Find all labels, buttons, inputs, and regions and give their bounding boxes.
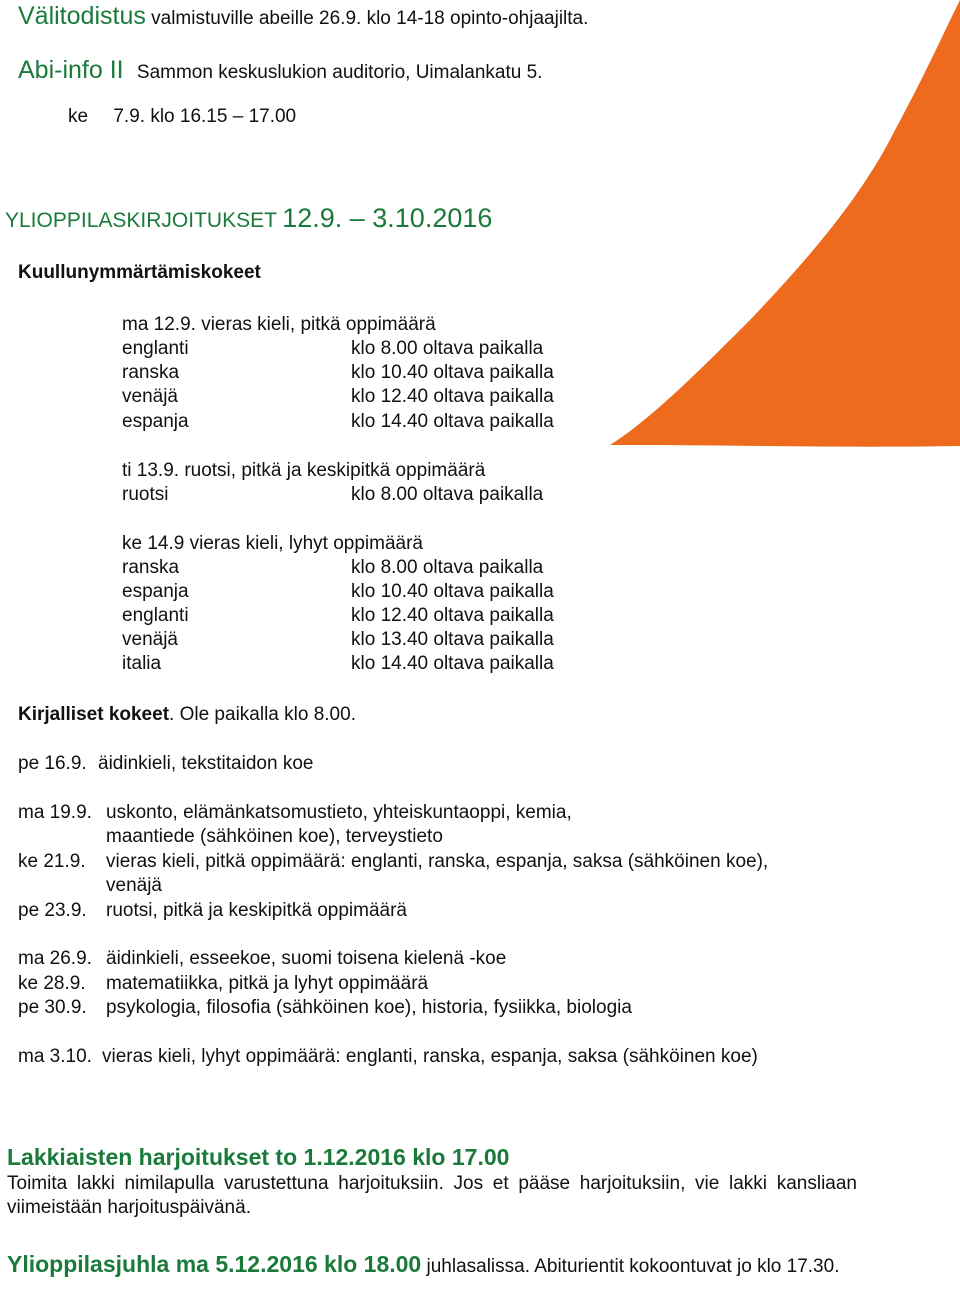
written-heading-line — [18, 704, 356, 726]
rehearsal-heading: Lakkiaisten harjoitukset to 1.12.2016 klo 17.00 — [7, 1144, 510, 1170]
exam-day: ke 28.9. — [18, 973, 86, 994]
exam-text: äidinkieli, esseekoe, suomi toisena kielenä -koe — [106, 948, 507, 969]
time: klo 8.00 oltava paikalla — [351, 484, 544, 505]
time: klo 14.40 oltava paikalla — [351, 411, 554, 432]
time: klo 14.40 oltava paikalla — [351, 653, 554, 674]
exam-text: vieras kieli, lyhyt oppimäärä: englanti, ranska, espanja, saksa (sähköinen koe) — [102, 1046, 758, 1067]
abiinfo-time: 7.9. klo 16.15 – 17.00 — [113, 106, 297, 127]
time: klo 12.40 oltava paikalla — [351, 605, 554, 626]
exam-day: ke 21.9. — [18, 851, 86, 872]
exam-text: psykologia, filosofia (sähköinen koe), historia, fysiikka, biologia — [106, 997, 632, 1018]
exam-text: ruotsi, pitkä ja keskipitkä oppimäärä — [106, 900, 407, 921]
subject: ruotsi — [122, 484, 169, 505]
exam-title-dates: 12.9. – 3.10.2016 — [282, 203, 493, 233]
abiinfo-text: Sammon keskuslukion auditorio, Uimalankatu 5. — [136, 62, 543, 83]
abiinfo-time-line — [68, 106, 296, 128]
written-note: . Ole paikalla klo 8.00. — [169, 704, 356, 725]
abiinfo-title: Abi-info II — [18, 56, 124, 84]
exam-text: uskonto, elämänkatsomustieto, yhteiskuntaoppi, kemia, — [106, 802, 572, 823]
group-heading: ti 13.9. ruotsi, pitkä ja keskipitkä oppimäärä — [122, 460, 486, 481]
exam-day: pe 30.9. — [18, 997, 87, 1018]
exam-text: matematiikka, pitkä ja lyhyt oppimäärä — [106, 973, 429, 994]
exam-day: ma 3.10. — [18, 1046, 92, 1067]
exam-title — [5, 203, 492, 234]
exam-title-text: YLIOPPILASKIRJOITUKSET — [5, 209, 277, 232]
listening-group — [122, 533, 602, 683]
exam-text: vieras kieli, pitkä oppimäärä: englanti, ranska, espanja, saksa (sähköinen koe), — [106, 851, 769, 872]
subject: ranska — [122, 557, 180, 578]
subject: italia — [122, 653, 162, 674]
celebration-paragraph — [7, 1249, 857, 1282]
celebration-heading: Ylioppilasjuhla ma 5.12.2016 klo 18.00 — [7, 1251, 422, 1277]
subject: ranska — [122, 362, 180, 383]
subject: venäjä — [122, 629, 178, 650]
abiinfo-line — [18, 56, 542, 85]
time: klo 8.00 oltava paikalla — [351, 338, 544, 359]
listening-group — [122, 314, 602, 444]
valitodistus-text: valmistuville abeille 26.9. klo 14-18 opinto-ohjaajilta. — [151, 8, 589, 29]
subject: espanja — [122, 411, 189, 432]
rehearsal-text: Toimita lakki nimilapulla varustettuna harjoituksiin. Jos et pääse harjoituksiin, vie lakki kansliaan viimeistään harjoituspäivänä. — [7, 1173, 857, 1218]
subject: englanti — [122, 605, 189, 626]
subject: venäjä — [122, 386, 178, 407]
group-heading: ke 14.9 vieras kieli, lyhyt oppimäärä — [122, 533, 423, 554]
exam-day: ma 26.9. — [18, 948, 92, 969]
time: klo 10.40 oltava paikalla — [351, 581, 554, 602]
exam-day: pe 16.9. — [18, 753, 87, 774]
subject: espanja — [122, 581, 189, 602]
time: klo 13.40 oltava paikalla — [351, 629, 554, 650]
listening-heading: Kuullunymmärtämiskokeet — [18, 262, 261, 283]
exam-text: äidinkieli, tekstitaidon koe — [98, 753, 314, 774]
time: klo 12.40 oltava paikalla — [351, 386, 554, 407]
time: klo 8.00 oltava paikalla — [351, 557, 544, 578]
abiinfo-day: ke — [68, 106, 89, 127]
listening-group — [122, 460, 602, 510]
time: klo 10.40 oltava paikalla — [351, 362, 554, 383]
exam-text-continued: maantiede (sähköinen koe), terveystieto — [106, 826, 443, 847]
valitodistus-line — [18, 2, 588, 31]
exam-day: pe 23.9. — [18, 900, 87, 921]
written-heading: Kirjalliset kokeet — [18, 704, 170, 725]
exam-day: ma 19.9. — [18, 802, 92, 823]
celebration-text: juhlasalissa. Abiturientit kokoontuvat jo klo 17.30. — [421, 1256, 840, 1277]
exam-text-continued: venäjä — [106, 875, 162, 896]
orange-decoration-shape — [590, 0, 960, 460]
group-heading: ma 12.9. vieras kieli, pitkä oppimäärä — [122, 314, 436, 335]
subject: englanti — [122, 338, 189, 359]
valitodistus-title: Välitodistus — [18, 2, 146, 30]
